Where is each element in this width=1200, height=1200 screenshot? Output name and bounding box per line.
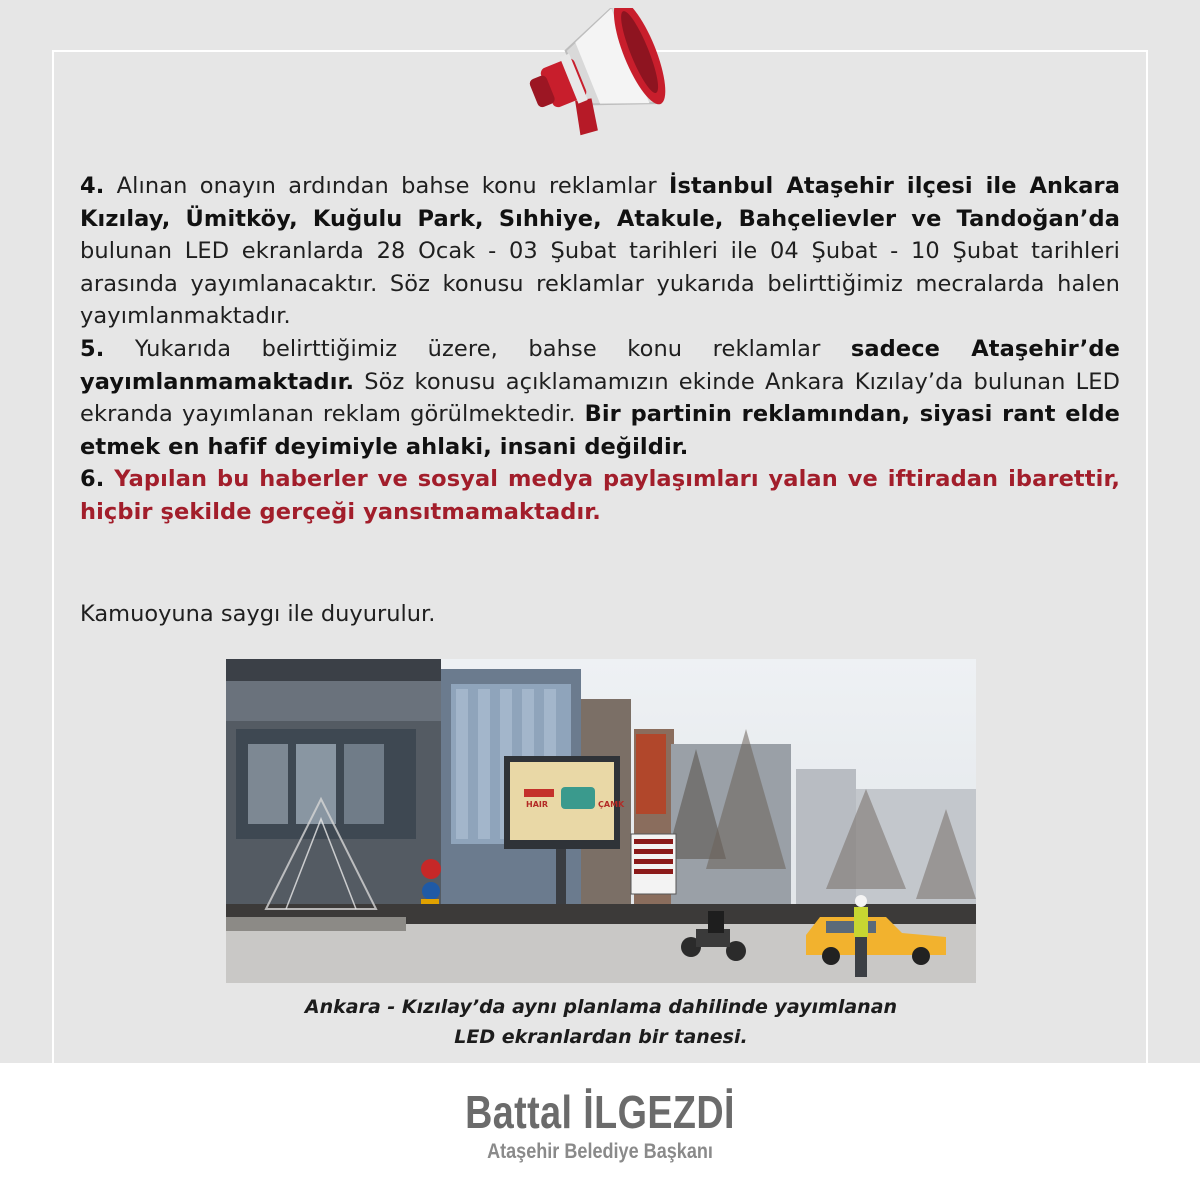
paragraph-4-text-2: bulunan LED ekranlarda 28 Ocak - 03 Şubat tarihleri ile 04 Şubat - 10 Şubat tarihleri arasında yayımlanacaktır. Söz konusu reklamlar yukarıda belirttiğimiz mecralarda halen yayımlanmaktadır. <box>80 238 1120 330</box>
paragraph-5 <box>80 333 1120 463</box>
paragraph-5-bold-1: sadece Ataşehir’de yayımlanmamaktadır. <box>80 335 1120 395</box>
paragraph-4-text-1: Alınan onayın ardından bahse konu reklamlar <box>104 173 670 199</box>
caption-line-2: LED ekranlardan bir tanesi. <box>454 1026 748 1048</box>
paragraph-6-number: 6. <box>80 466 105 493</box>
paragraph-5-number: 5. <box>80 335 105 362</box>
paragraph-5-text-1: Yukarıda belirttiğimiz üzere, bahse konu reklamlar <box>104 335 851 362</box>
kizilay-street-photo <box>226 659 976 983</box>
closing-line: Kamuoyuna saygı ile duyurulur. <box>80 601 436 627</box>
paragraph-4-bold-locations: İstanbul Ataşehir ilçesi ile Ankara Kızılay, Ümitköy, Kuğulu Park, Sıhhiye, Atakule, Bahçelievler ve Tandoğan’da <box>80 173 1120 232</box>
signature-title: Ataşehir Belediye Başkanı <box>487 1140 713 1163</box>
billboard-text-1: HAIR <box>526 800 549 809</box>
paragraph-4-number: 4. <box>80 173 105 199</box>
paragraph-5-bold-2: Bir partinin reklamından, siyasi rant elde etmek en hafif deyimiyle ahlaki, insani değildir. <box>80 401 1121 460</box>
billboard-text-2: ÇAMK <box>598 800 625 809</box>
signature-name: Battal İLGEZDİ <box>465 1086 735 1138</box>
photo-caption <box>226 992 976 1052</box>
paragraph-5-text-2: Söz konusu açıklamamızın ekinde Ankara Kızılay’da bulunan LED ekranda yayımlanan reklam görülmektedir. <box>80 368 1120 428</box>
megaphone-icon <box>518 8 670 148</box>
paragraph-6-red-text: Yapılan bu haberler ve sosyal medya paylaşımları yalan ve iftiradan ibarettir, hiçbir şekilde gerçeği yansıtmamaktadır. <box>80 466 1120 525</box>
statement-body <box>80 170 1120 529</box>
paragraph-4 <box>80 170 1120 333</box>
paragraph-6 <box>80 463 1120 528</box>
caption-line-1: Ankara - Kızılay’da aynı planlama dahilinde yayımlanan <box>304 996 898 1018</box>
